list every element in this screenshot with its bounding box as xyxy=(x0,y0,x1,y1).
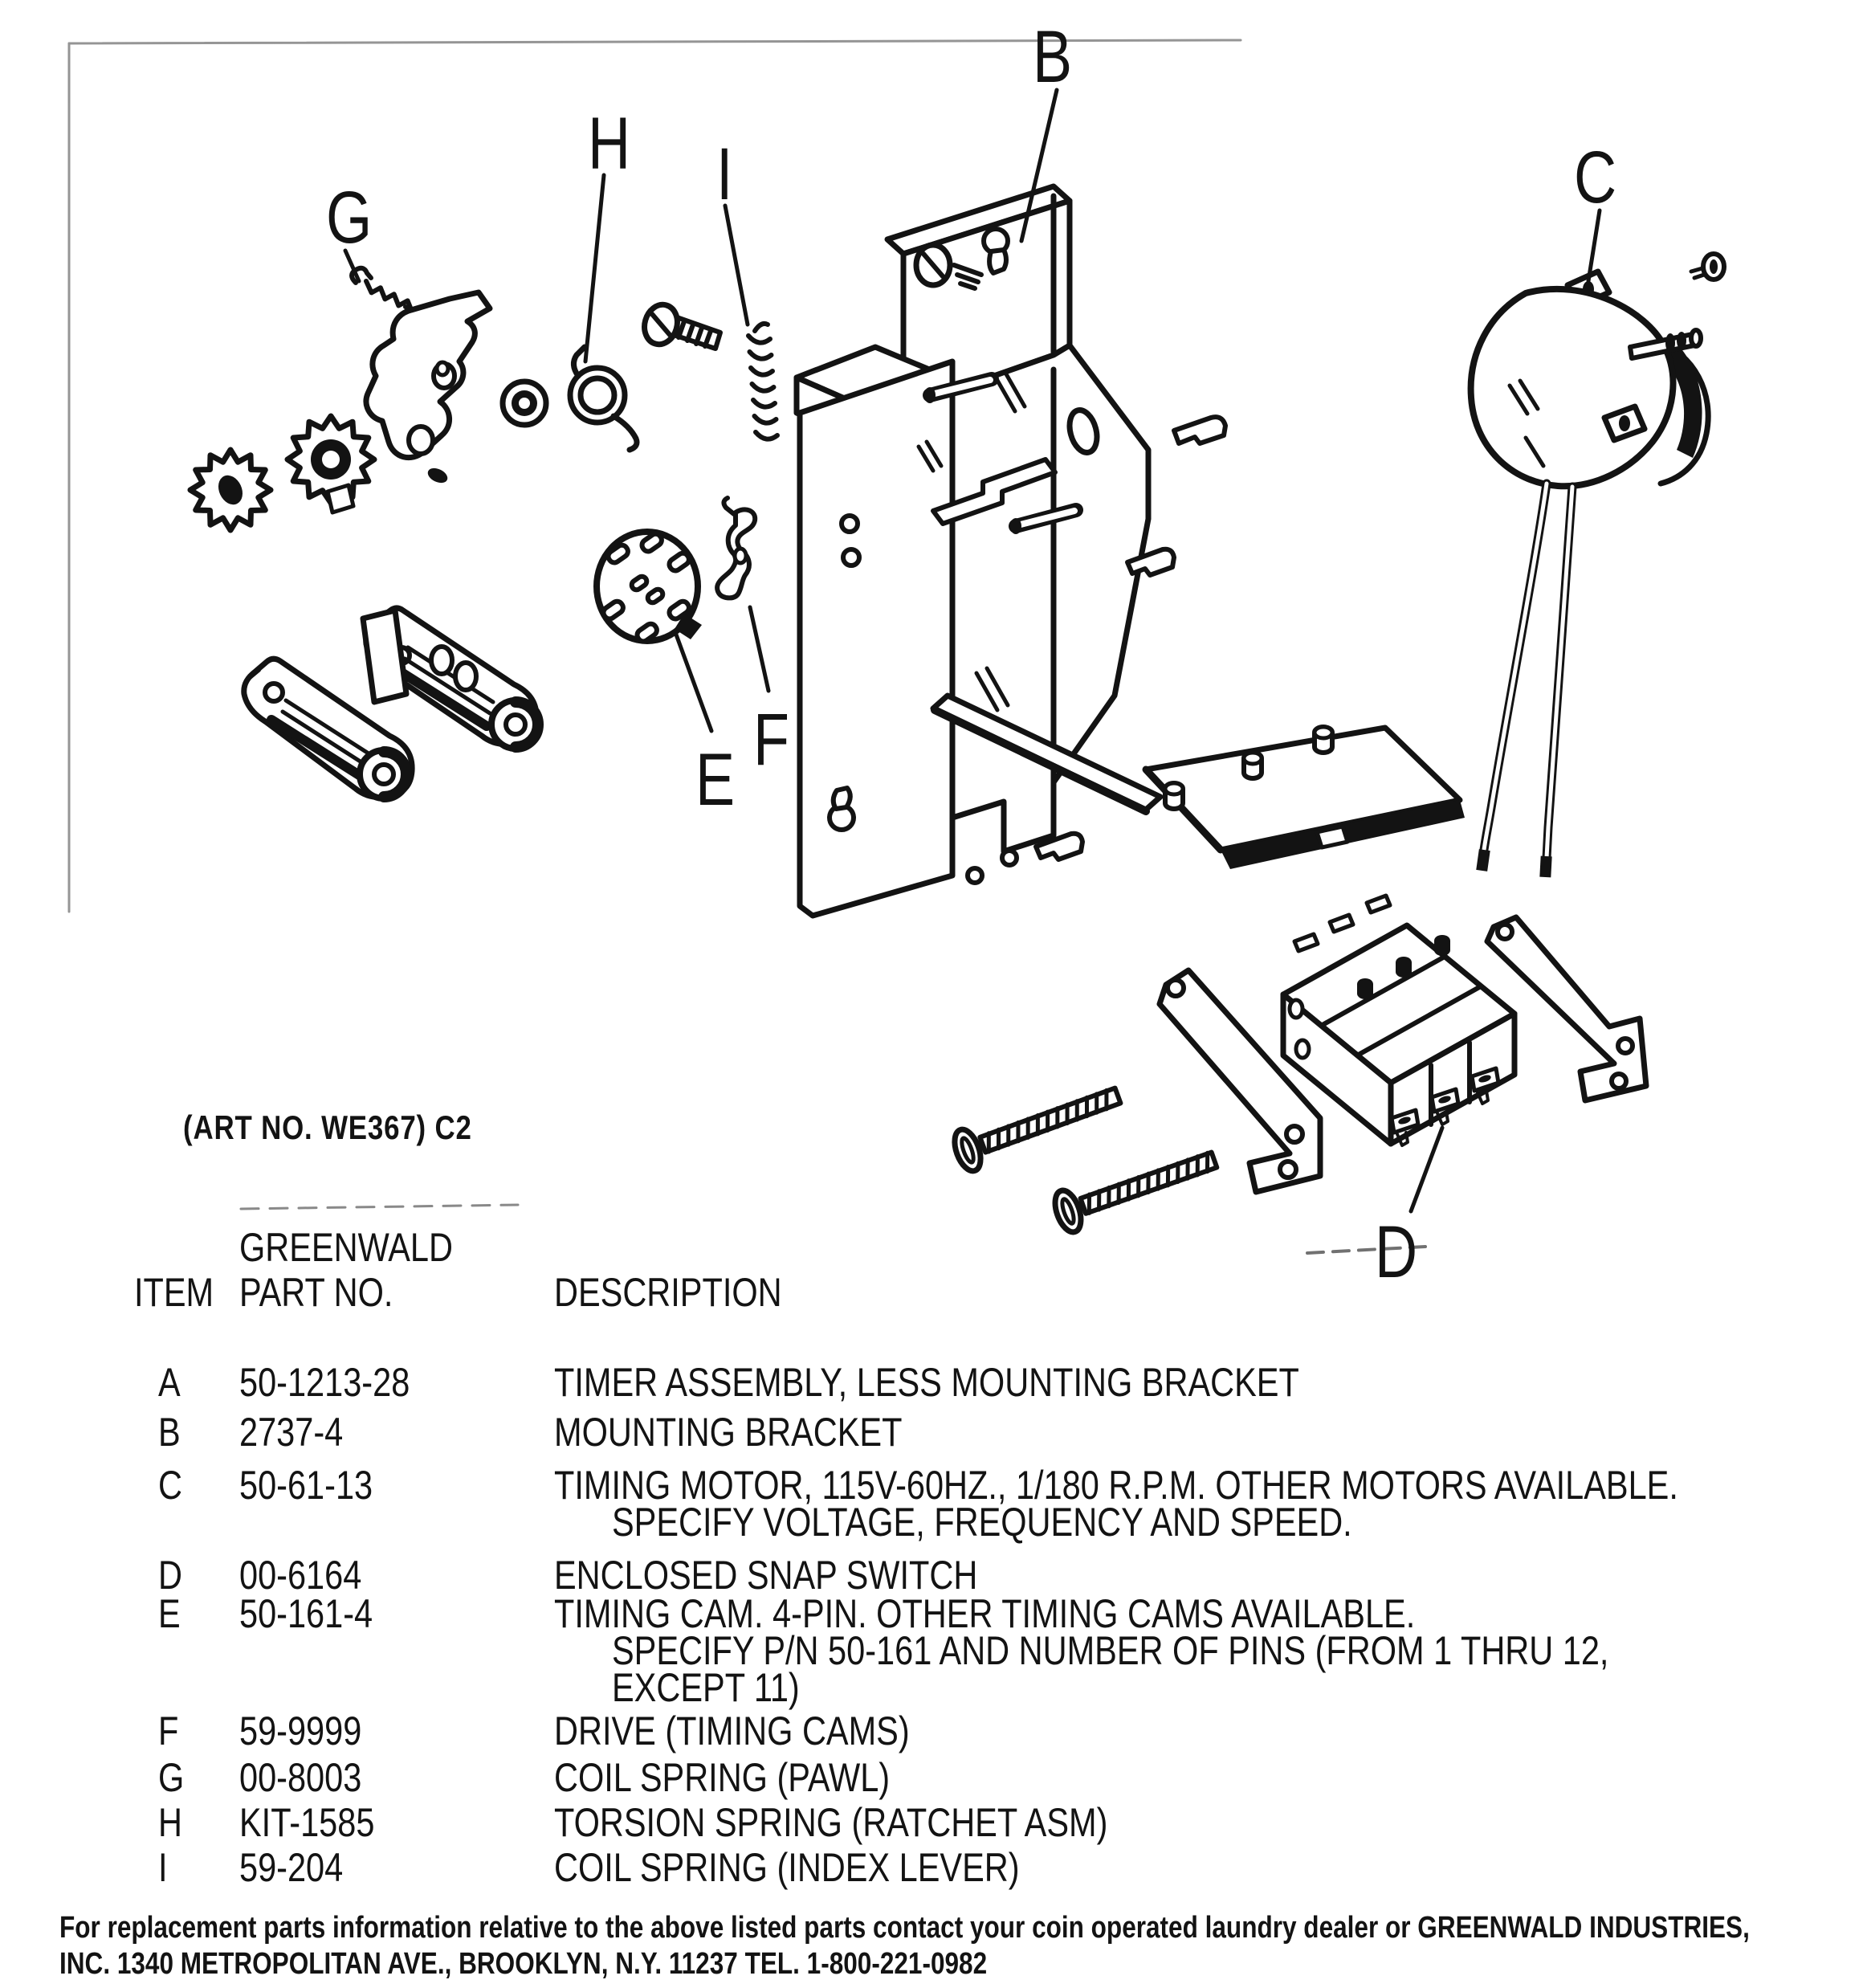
description-cell xyxy=(554,1410,973,1455)
part-snap-switch-block xyxy=(1283,896,1514,1145)
part-number-cell: 59-204 xyxy=(239,1845,344,1890)
description-cell xyxy=(554,1800,1221,1845)
part-coil-spring-index xyxy=(748,324,777,439)
column-header-item: ITEM xyxy=(134,1270,214,1315)
description-line: TORSION SPRING (RATCHET ASM) xyxy=(554,1800,1108,1845)
callout-letter-e: E xyxy=(695,738,736,821)
column-header-description: DESCRIPTION xyxy=(554,1270,782,1315)
item-cell: A xyxy=(158,1360,181,1405)
part-mounting-bracket xyxy=(797,186,1225,916)
item-cell: G xyxy=(158,1755,185,1800)
part-bushing xyxy=(503,382,546,425)
part-torsion-spring xyxy=(570,347,637,450)
description-cell xyxy=(554,1845,1115,1890)
description-line: DRIVE (TIMING CAMS) xyxy=(554,1708,910,1753)
replacement-parts-footer xyxy=(59,1910,1863,1982)
part-number-cell: 50-61-13 xyxy=(239,1463,373,1508)
column-header-part-line1: GREENWALD xyxy=(239,1225,453,1270)
part-drive-clip xyxy=(717,498,755,598)
part-timing-motor xyxy=(1471,254,1724,877)
part-screw-ratchet xyxy=(640,300,720,349)
part-number-cell: 50-1213-28 xyxy=(239,1360,410,1405)
callout-letter-c: C xyxy=(1574,136,1617,218)
description-cell xyxy=(554,1591,1813,1710)
part-timing-cam xyxy=(597,532,702,643)
callout-letter-b: B xyxy=(1033,15,1073,98)
footer-line-1: For replacement parts information relative to the above listed parts contact your coin operated laundry dealer or GREENWALD INDUSTRIES, xyxy=(59,1911,1750,1945)
motor-screw xyxy=(1691,254,1724,280)
description-cell xyxy=(554,1553,1064,1598)
callout-letter-i: I xyxy=(716,133,733,215)
description-cell xyxy=(554,1755,959,1800)
item-cell: D xyxy=(158,1553,182,1598)
part-sprocket-gear xyxy=(287,416,374,512)
item-cell: H xyxy=(158,1800,182,1845)
callout-letter-g: G xyxy=(326,176,373,259)
description-line: EXCEPT 11) xyxy=(612,1665,800,1710)
part-number-cell: 00-8003 xyxy=(239,1755,362,1800)
callout-letter-d: D xyxy=(1375,1210,1418,1293)
description-line: ENCLOSED SNAP SWITCH xyxy=(554,1553,978,1598)
description-cell xyxy=(554,1463,1863,1545)
description-line: TIMING CAM. 4-PIN. OTHER TIMING CAMS AVAILABLE. xyxy=(554,1591,1416,1636)
part-number-cell: 59-9999 xyxy=(239,1708,362,1753)
footer-line-2: INC. 1340 METROPOLITAN AVE., BROOKLYN, N.Y. 11237 TEL. 1-800-221-0982 xyxy=(59,1947,988,1981)
description-cell xyxy=(554,1360,1452,1405)
part-ratchet-gear xyxy=(190,450,271,530)
item-cell: E xyxy=(158,1591,181,1636)
part-pawl-plate xyxy=(366,292,490,486)
description-cell xyxy=(554,1708,982,1753)
part-number-cell: 2737-4 xyxy=(239,1410,344,1455)
description-line: COIL SPRING (PAWL) xyxy=(554,1755,891,1800)
part-mounting-screw-2 xyxy=(1050,1153,1217,1236)
item-cell: C xyxy=(158,1463,182,1508)
part-number-cell: 50-161-4 xyxy=(239,1591,373,1636)
callout-letter-f: F xyxy=(753,698,789,781)
part-number-cell: KIT-1585 xyxy=(239,1800,375,1845)
art-number-label: (ART NO. WE367) C2 xyxy=(183,1108,472,1146)
scan-dashes-table xyxy=(241,1205,518,1209)
motor-wires xyxy=(1476,484,1572,877)
part-index-lever-right xyxy=(363,608,540,749)
item-cell: B xyxy=(158,1410,181,1455)
description-line: TIMING MOTOR, 115V-60HZ., 1/180 R.P.M. OTHER MOTORS AVAILABLE. xyxy=(554,1463,1678,1508)
description-line: COIL SPRING (INDEX LEVER) xyxy=(554,1845,1020,1890)
part-number-cell: 00-6164 xyxy=(239,1553,362,1598)
item-cell: F xyxy=(158,1708,179,1753)
callout-letter-h: H xyxy=(588,102,631,185)
description-line: TIMER ASSEMBLY, LESS MOUNTING BRACKET xyxy=(554,1360,1299,1405)
description-line: SPECIFY P/N 50-161 AND NUMBER OF PINS (FROM 1 THRU 12, xyxy=(612,1628,1609,1673)
column-header-part-line2: PART NO. xyxy=(239,1270,393,1315)
description-line: MOUNTING BRACKET xyxy=(554,1410,903,1455)
part-mounting-screw-1 xyxy=(950,1088,1121,1175)
description-line: SPECIFY VOLTAGE, FREQUENCY AND SPEED. xyxy=(612,1500,1352,1545)
item-cell: I xyxy=(158,1845,168,1890)
